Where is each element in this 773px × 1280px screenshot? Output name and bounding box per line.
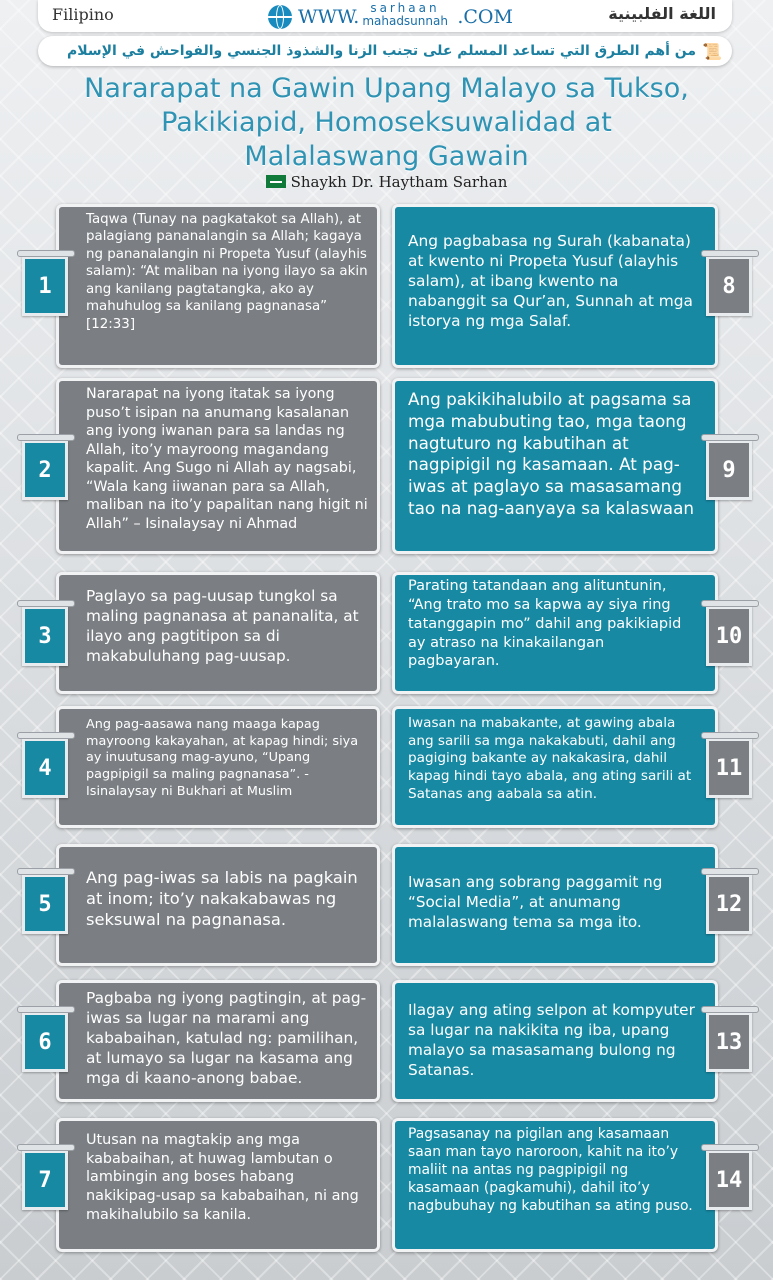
tip-number-14: 14: [706, 1150, 752, 1210]
site-name: [362, 1, 454, 30]
tip-number-2: 2: [22, 440, 68, 500]
tip-card-4: [56, 706, 380, 828]
author-name: Shaykh Dr. Haytham Sarhan: [290, 173, 508, 191]
tip-number-6: 6: [22, 1012, 68, 1072]
site-name-bottom: mahadsunnah: [362, 14, 448, 28]
tip-text-5: Ang pag-iwas sa labis na pagkain at inom; ito’y nakakabawas ng seksuwal na pagnanasa.: [86, 868, 358, 930]
tip-number-13: 13: [706, 1012, 752, 1072]
tip-text-12: Iwasan ang sobrang paggamit ng “Social Media”, at anumang malalaswang tema sa mga ito.: [408, 873, 663, 931]
tip-text-9: Ang pakikihalubilo at pagsama sa mga mabubuting tao, mga taong nagtuturo ng kabutihan at nagpipigil ng kasamaan. At pag-iwas at paglayo sa masasamang tao na nag-aanyaya sa kalaswaan: [408, 389, 694, 519]
top-bar: [38, 0, 732, 32]
tip-card-10: [392, 572, 718, 694]
site-name-top: sarhaan: [370, 1, 440, 15]
tip-number-1: 1: [22, 256, 68, 316]
tip-card-12: [392, 844, 718, 966]
arabic-banner: [38, 36, 732, 66]
tip-text-1: Taqwa (Tunay na pagkatakot sa Allah), at palagiang pananalangin sa Allah; kagaya ng pananalangin ni Propeta Yusuf (alayhis salam): “At maliban na iyong ilayo sa akin ang kanilang pagtatangka, ako ay mahuhulog sa kanilang pagnanasa” [12:33]: [86, 212, 368, 332]
tip-number-12: 12: [706, 874, 752, 934]
language-label-arabic: اللغة الفلبينية: [608, 4, 716, 23]
tip-card-11: [392, 706, 718, 828]
website-logo[interactable]: [268, 1, 513, 30]
tip-number-3: 3: [22, 606, 68, 666]
tip-text-11: Iwasan na mabakante, at gawing abala ang sarili sa mga nakakabuti, dahil ang pagiging bakante ay nakakasira, dahil kapag hindi tayo abala, ang ating sarili at Satanas ang aabala sa atin.: [408, 715, 692, 802]
tip-text-2: Nararapat na iyong itatak sa iyong puso’t isipan na anumang kasalanan ang iyong iwanan para sa landas ng Allah, ito’y mayroong magandang kapalit. Ang Sugo ni Allah ay nagsabi, “Wala kang iiwanan para sa Allah, maliban na ito’y papalitan nang higit ni Allah” – Isinalaysay ni Ahmad: [86, 386, 368, 533]
site-www: WWW.: [298, 6, 360, 28]
tip-text-6: Pagbaba ng iyong pagtingin, at pag-iwas sa lugar na marami ang kababaihan, katulad ng: pamilihan, at lumayo sa lugar na kasama ang mga di kaano-anong babae.: [86, 989, 367, 1088]
tip-card-8: [392, 204, 718, 368]
tip-card-13: [392, 980, 718, 1102]
saudi-flag-icon: [266, 175, 286, 188]
tip-card-9: [392, 378, 718, 554]
tip-number-10: 10: [706, 606, 752, 666]
tip-card-7: [56, 1118, 380, 1252]
tip-card-5: [56, 844, 380, 966]
tip-text-4: Ang pag-aasawa nang maaga kapag mayroong kakayahan, at kapag hindi; siya ay inuutusang mag-ayuno, “Upang pagpipigil sa maling pagnanasa”. -Isinalaysay ni Bukhari at Muslim: [86, 717, 359, 799]
site-com: .COM: [457, 6, 513, 28]
author-line: [0, 173, 773, 191]
scroll-icon: 📜: [702, 41, 722, 61]
globe-icon: [268, 5, 292, 29]
arabic-banner-text: من أهم الطرق التي تساعد المسلم على تجنب الزنا والشذوذ الجنسي والفواحش في الإسلام: [66, 43, 697, 59]
tip-card-1: [56, 204, 380, 368]
tip-text-7: Utusan na magtakip ang mga kababaihan, at huwag lambutan o lambingin ang boses habang nakikipag-usap sa kababaihan, ni ang makihalubilo sa kanila.: [86, 1132, 359, 1223]
tip-card-3: [56, 572, 380, 694]
tip-text-3: Paglayo sa pag-uusap tungkol sa maling pagnanasa at pananalita, at ilayo ang pagtitipon sa di makabuluhang pag-uusap.: [86, 587, 359, 665]
tip-number-11: 11: [706, 738, 752, 798]
tip-number-5: 5: [22, 874, 68, 934]
tip-card-14: [392, 1118, 718, 1252]
tip-number-4: 4: [22, 738, 68, 798]
tip-number-8: 8: [706, 256, 752, 316]
tip-text-13: Ilagay ang ating selpon at kompyuter sa lugar na nakikita ng iba, upang malayo sa masasamang bulong ng Satanas.: [408, 1001, 695, 1079]
tip-text-10: Parating tatandaan ang alituntunin, “Ang trato mo sa kapwa ay siya ring tatanggapin mo” dahil ang pakikiapid ay atraso na kinakailangan pagbayaran.: [408, 578, 682, 670]
language-label-filipino: Filipino: [52, 5, 114, 24]
tip-text-8: Ang pagbabasa ng Surah (kabanata) at kwento ni Propeta Yusuf (alayhis salam), at ibang kwento na nabanggit sa Qur’an, Sunnah at mga istorya ng mga Salaf.: [408, 232, 693, 331]
tip-card-6: [56, 980, 380, 1102]
tip-number-7: 7: [22, 1150, 68, 1210]
tip-number-9: 9: [706, 440, 752, 500]
tip-text-14: Pagsasanay na pigilan ang kasamaan saan man tayo naroroon, kahit na ito’y maliit na antas ng pagpipigil ng kasamaan (pagkamuhi), dahil ito’y nagbubuhay ng kabutihan sa ating puso.: [408, 1126, 693, 1215]
tip-card-2: [56, 378, 380, 554]
page-title: Nararapat na Gawin Upang Malayo sa Tukso, Pakikiapid, Homoseksuwalidad at Malalaswang Gawain: [84, 73, 689, 172]
